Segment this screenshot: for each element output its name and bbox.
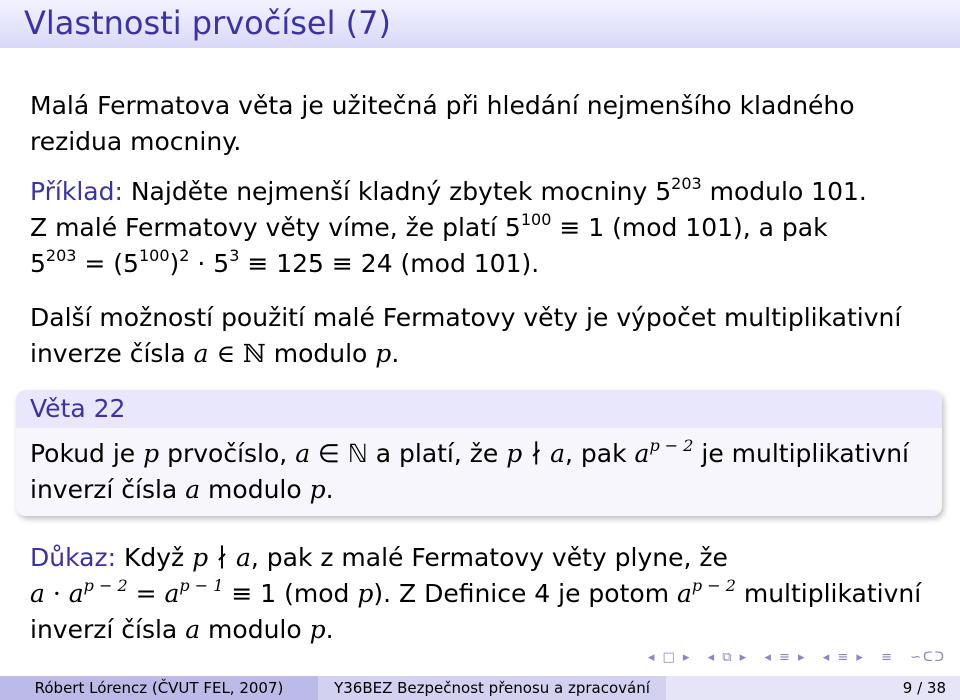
nav-subsection-icon[interactable]: ◂ ⧉ ▸: [707, 650, 749, 665]
example-line-3: $5^{203} = (5^{100})^2 \cdot 5^3 \equiv 125 \equiv 24$ (mod 101).: [30, 245, 540, 278]
footer-author: Róbert Lórencz (ČVUT FEL, 2007): [0, 676, 318, 700]
inverse-paragraph: [30, 300, 940, 372]
inverse-line-1: Další možností použití malé Fermatovy věty je výpočet multiplikativní: [30, 303, 902, 332]
intro-line-1: Malá Fermatova věta je užitečná při hledání nejmenšího kladného: [30, 91, 855, 120]
inverse-line-2: inverze čísla a ∈ ℕ modulo p.: [30, 339, 400, 368]
theorem-body: [16, 428, 942, 516]
theorem-line-2: inverzí čísla a modulo p.: [30, 475, 334, 504]
nav-section-icon[interactable]: ◂ ≡ ▸: [764, 650, 807, 665]
footer-page-number: 9 / 38: [666, 676, 960, 700]
theorem-line-1: Pokud je p prvočíslo, a ∈ ℕ a platí, že p ∤ a, pak $a^{p - 2}$ je multiplikativní: [30, 435, 910, 468]
nav-appendix-icon[interactable]: ≡: [881, 650, 894, 665]
intro-line-2: rezidua mocniny.: [30, 127, 242, 156]
theorem-title: Věta 22: [16, 390, 942, 428]
proof-line-1: Důkaz: Když p ∤ a, pak z malé Fermatovy věty plyne, že: [30, 543, 728, 572]
intro-paragraph: [30, 88, 940, 160]
example-paragraph: [30, 174, 940, 282]
theorem-block: [16, 390, 942, 516]
footer: [0, 676, 960, 700]
proof-label: Důkaz:: [30, 543, 116, 572]
slide-title: Vlastnosti prvočísel (7): [24, 4, 391, 42]
proof-paragraph: [30, 540, 940, 648]
nav-frame-icon[interactable]: ◂ □ ▸: [647, 650, 692, 665]
nav-document-icon[interactable]: ◂ ≡ ▸: [822, 650, 865, 665]
footer-course: Y36BEZ Bezpečnost přenosu a zpracování: [318, 676, 666, 700]
proof-line-2: $a \cdot a^{p - 2} = a^{p - 1} \equiv 1$ (mod p). Z Definice 4 je potom $a^{p - 2}$ multiplikativní: [30, 575, 922, 608]
proof-line-3: inverzí čísla a modulo p.: [30, 615, 334, 644]
beamer-navigation: [638, 650, 946, 665]
example-label: Příklad:: [30, 177, 123, 206]
nav-search-icon[interactable]: ∽ᑕᑐ: [910, 650, 946, 665]
example-line-2: Z malé Fermatovy věty víme, že platí $5^{100} \equiv 1$ (mod 101), a pak: [30, 209, 828, 242]
title-bar: [0, 0, 960, 48]
example-line-1: Příklad: Najděte nejmenší kladný zbytek mocniny $5^{203}$ modulo 101.: [30, 173, 867, 206]
